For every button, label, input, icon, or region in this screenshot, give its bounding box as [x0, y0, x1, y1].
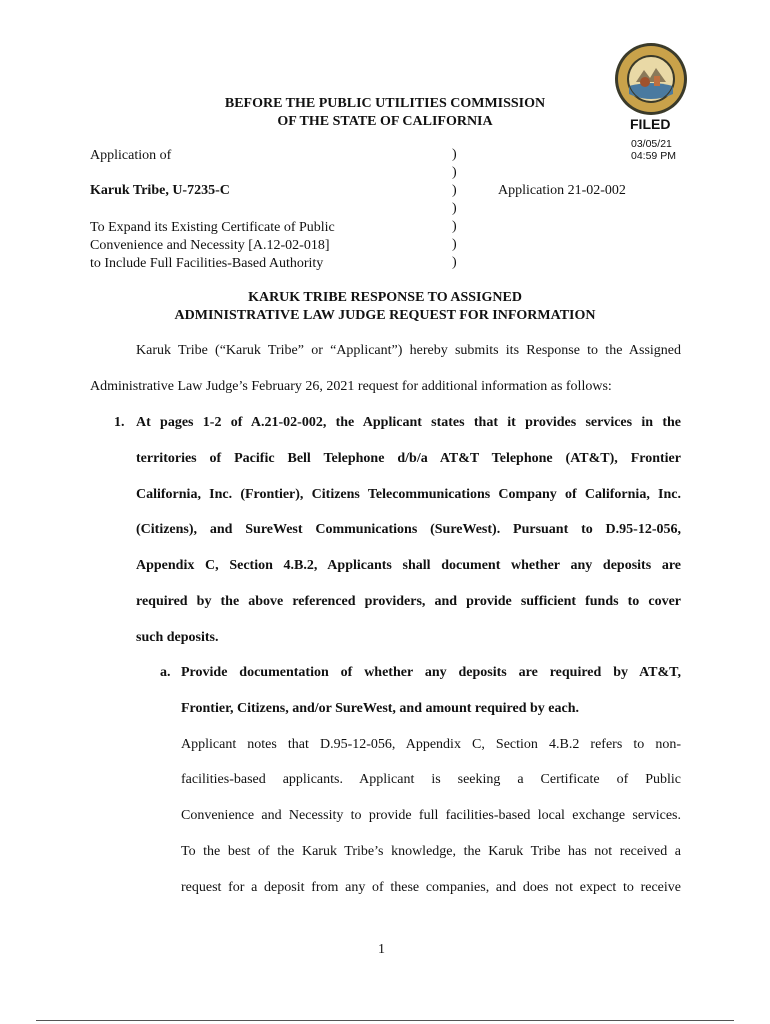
- filed-stamp-datetime: [631, 138, 676, 162]
- caption-paren: ): [452, 147, 457, 162]
- caption-application-of: Application of: [90, 148, 172, 163]
- answer-a-line: To the best of the Karuk Tribe’s knowledge, the Karuk Tribe has not received a: [181, 844, 681, 859]
- caption-purpose: [90, 219, 335, 273]
- caption-paren: ): [452, 237, 457, 252]
- subquestion-a-line: Frontier, Citizens, and/or SureWest, and amount required by each.: [181, 701, 579, 716]
- intro-line: Karuk Tribe (“Karuk Tribe” or “Applicant”) hereby submits its Response to the Assigned: [136, 343, 681, 358]
- question-1-number: 1.: [114, 415, 125, 430]
- commission-heading-line2: OF THE STATE OF CALIFORNIA: [277, 114, 493, 129]
- question-1-line: At pages 1-2 of A.21-02-002, the Applicant states that it provides services in the: [136, 415, 681, 430]
- subquestion-a-letter: a.: [160, 665, 171, 680]
- cpuc-seal-image: [614, 42, 688, 116]
- filed-date: 03/05/21: [631, 138, 672, 150]
- document-title-line2: ADMINISTRATIVE LAW JUDGE REQUEST FOR INFORMATION: [174, 308, 596, 323]
- caption-paren: ): [452, 201, 457, 216]
- intro-line: Administrative Law Judge’s February 26, 2021 request for additional information as follows:: [90, 379, 612, 394]
- answer-a-line: Applicant notes that D.95-12-056, Appendix C, Section 4.B.2 refers to non-: [181, 737, 681, 752]
- caption-parenthesis-column: [452, 146, 457, 272]
- caption-purpose-line: To Expand its Existing Certificate of Public: [90, 220, 335, 235]
- answer-a-line: request for a deposit from any of these companies, and does not expect to receive: [181, 880, 681, 895]
- page-number: 1: [378, 942, 385, 957]
- document-title-line1: KARUK TRIBE RESPONSE TO ASSIGNED: [248, 290, 522, 305]
- caption-paren: ): [452, 183, 457, 198]
- question-1-line: such deposits.: [136, 630, 219, 645]
- application-number: Application 21-02-002: [498, 183, 626, 198]
- footer-divider: [36, 1020, 734, 1021]
- question-1-line: (Citizens), and SureWest Communications (SureWest). Pursuant to D.95-12-056,: [136, 522, 681, 537]
- commission-heading-line1: BEFORE THE PUBLIC UTILITIES COMMISSION: [224, 96, 546, 111]
- caption-paren: ): [452, 255, 457, 270]
- caption-paren: ): [452, 219, 457, 234]
- filed-time: 04:59 PM: [631, 150, 676, 162]
- subquestion-a-line: Provide documentation of whether any deposits are required by AT&T,: [181, 665, 681, 680]
- caption-applicant-name: Karuk Tribe, U-7235-C: [90, 183, 230, 198]
- question-1-line: California, Inc. (Frontier), Citizens Telecommunications Company of California, Inc.: [136, 487, 681, 502]
- caption-paren: ): [452, 165, 457, 180]
- caption-purpose-line: to Include Full Facilities-Based Authority: [90, 256, 324, 271]
- question-1-line: required by the above referenced providers, and provide sufficient funds to cover: [136, 594, 681, 609]
- answer-a-line: Convenience and Necessity to provide full facilities-based local exchange services.: [181, 808, 681, 823]
- filed-stamp-label: FILED: [630, 116, 671, 132]
- question-1-line: territories of Pacific Bell Telephone d/b/a AT&T Telephone (AT&T), Frontier: [136, 451, 681, 466]
- caption-purpose-line: Convenience and Necessity [A.12-02-018]: [90, 238, 330, 253]
- answer-a-line: facilities-based applicants. Applicant is seeking a Certificate of Public: [181, 772, 681, 787]
- question-1-line: Appendix C, Section 4.B.2, Applicants shall document whether any deposits are: [136, 558, 681, 573]
